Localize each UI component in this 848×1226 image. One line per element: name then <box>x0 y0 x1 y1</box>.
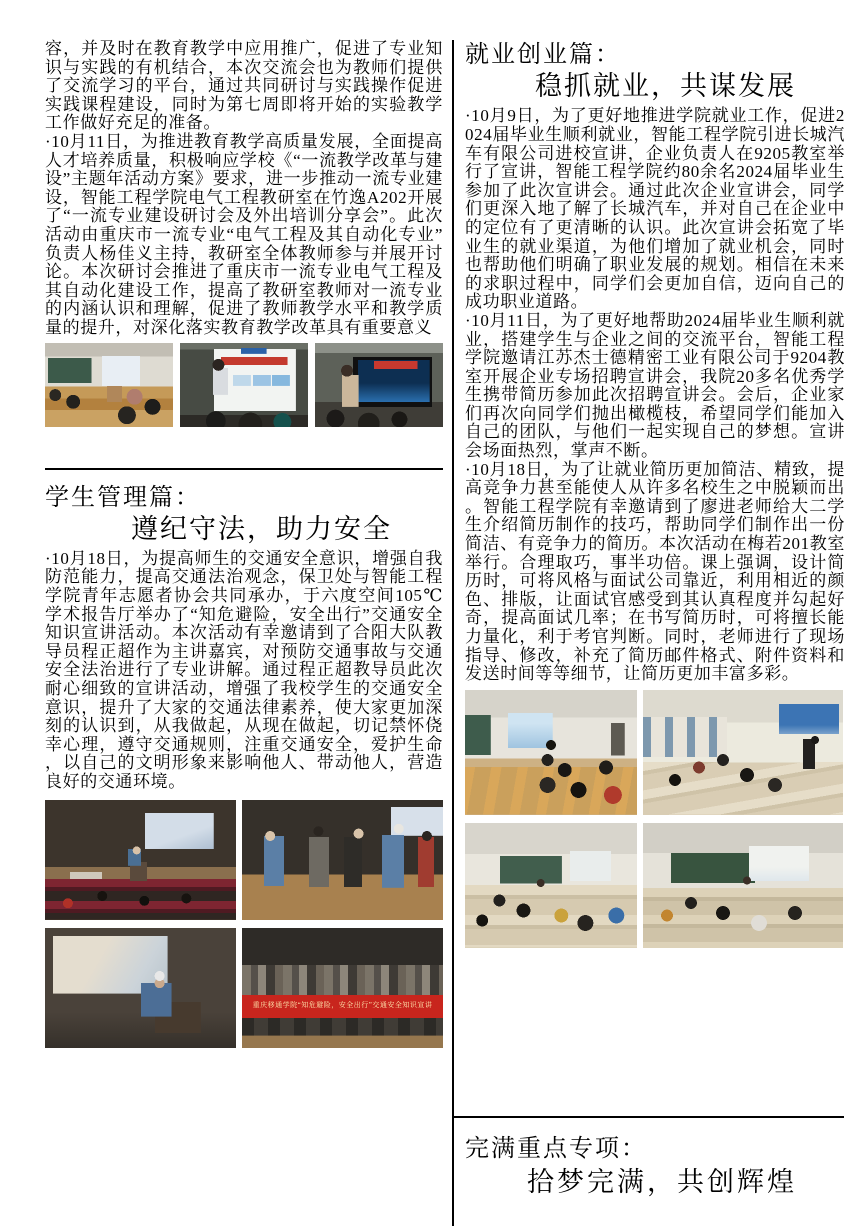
paragraph-employment-3: ·10月18日，为了让就业简历更加简洁、精致，提高竞争力甚至能使人从许多名校生之中脱颖而出。智能工程学院有幸邀请到了廖进老师给大二学生介绍简历制作的技巧，帮助同学们制作出一份简洁、有竞争力的简历。本次活动在梅若201教室举行。合理取巧，事半功倍。课上强调，设计简历时，可将风格与面试公司靠近，利用相近的颜色、排版，让面试官感受到其认真程度并勾起好奇，提高面试几率；在书写简历时，可将擅长能力量化，利于考官判断。同时，老师进行了现场指导、修改，补充了简历邮件格式、附件资料和发送时间等等细节，让简历更加丰富多彩。 <box>465 459 845 684</box>
paragraph-traffic-safety: ·10月18日，为提高师生的交通安全意识，增强自我防范能力，提高交通法治观念，保卫处与智能工程学院青年志愿者协会共同承办，于六度空间105℃学术报告厅举办了“知危避险，安全出行”交通安全知识宣讲活动。本次活动有幸邀请到了合阳大队教导员程正超作为主讲嘉宾，对预防交通事故与交通安全法治进行了专业讲解。通过程正超教导员此次耐心细致的宣讲活动，增强了我校学生的交通安全意识，提升了大家的交通法律素养，使大家更加深刻的认识到，从我做起，从现在做起，切记禁怀侥幸心理，遵守交通规则，注重交通安全，爱护生命，以自己的文明形象来影响他人、带动他人，营造良好的交通环境。 <box>45 548 443 792</box>
photo-company-presentation-1 <box>465 690 637 815</box>
left-column <box>45 40 443 1048</box>
employment-photo-grid <box>465 690 845 948</box>
student-section-divider <box>45 468 443 470</box>
photo-training-share-screen <box>315 343 443 427</box>
right-column <box>465 40 845 948</box>
photo-officer-podium <box>45 928 236 1048</box>
photo-presentation-slide <box>180 343 308 427</box>
paragraph-employment-1: ·10月9日，为了更好地推进学院就业工作，促进2024届毕业生顺利就业，智能工程学院引进长城汽车有限公司进校宣讲，企业负责人在9205教室举行了宣讲，智能工程学院约80余名2024届毕业生参加了此次宣讲会。通过此次企业宣讲会，同学们更深入地了解了长城汽车，并对自己在企业中的定位有了更清晰的认识。此次宣讲会拓宽了毕业生的就业渠道，为他们增加了就业机会，同时也帮助他们明确了职业发展的规划。相信在未来的求职过程中，同学们会更加自信，迈向自己的成功职业道路。 <box>465 106 845 312</box>
column-divider <box>452 40 454 1226</box>
final-section-title: 完满重点专项： <box>465 1136 647 1162</box>
photo-classroom-seminar <box>45 343 173 427</box>
photo-resume-lecture-2 <box>643 823 843 948</box>
photo-company-presentation-2 <box>643 690 843 815</box>
final-section-subtitle: 拾梦完满，共创辉煌 <box>527 1167 797 1197</box>
final-section-divider <box>452 1116 844 1118</box>
safety-photo-grid <box>45 800 443 1048</box>
paragraph-employment-2: ·10月11日，为了更好地帮助2024届毕业生顺利就业，搭建学生与企业之间的交流平台，智能工程学院邀请江苏杰士德精密工业有限公司于9204教室开展企业专场招聘宣讲会，我院20多名优秀学生携带简历参加此次招聘宣讲会。会后，企业家们再次向同学们抛出橄榄枝，希望同学们能加入自己的团队，与他们一起实现自己的梦想。宣讲会场面热烈，掌声不断。 <box>465 310 845 461</box>
photo-resume-lecture-1 <box>465 823 637 948</box>
photo-officers-award <box>242 800 443 920</box>
banner-text: 重庆移通学院“知危避险，安全出行”交通安全知识宣讲 <box>242 995 443 1018</box>
student-section-title: 学生管理篇： <box>45 484 201 511</box>
student-section-subtitle: 遵纪守法，助力安全 <box>131 513 392 544</box>
employment-section-title: 就业创业篇： <box>465 42 621 68</box>
paragraph-teaching-seminar: ·10月11日，为推进教育教学高质量发展，全面提高人才培养质量，积极响应学校《“一流教学改革与建设”主题年活动方案》要求，进一步推动一流专业建设，智能工程学院电气工程教研室在竹逸A202开展了“一流专业建设研讨会及外出培训分享会”。此次活动由重庆市一流专业“电气工程及其自动化专业”负责人杨佳义主持，教研室全体教师参与并展开讨论。本次研讨会推进了重庆市一流专业电气工程及其自动化建设工作，提高了教研室教师对一流专业的内涵认识和理解，促进了教师教学水平和教学质量的提升，对深化落实教育教学改革具有重要意义 <box>45 131 443 337</box>
paragraph-teaching-continued: 容，并及时在教育教学中应用推广，促进了专业知识与实践的有机结合，本次交流会也为教师们提供了交流学习的平台，通过共同研讨与实践操作促进实践课程建设，同时为第七周即将开始的实验教学工作做好充足的准备。 <box>45 39 443 133</box>
photo-auditorium-lecture <box>45 800 236 920</box>
teaching-photo-row <box>45 343 443 427</box>
photo-group-banner <box>242 928 443 1048</box>
final-section <box>465 1134 845 1198</box>
employment-section-subtitle: 稳抓就业，共谋发展 <box>535 71 796 101</box>
